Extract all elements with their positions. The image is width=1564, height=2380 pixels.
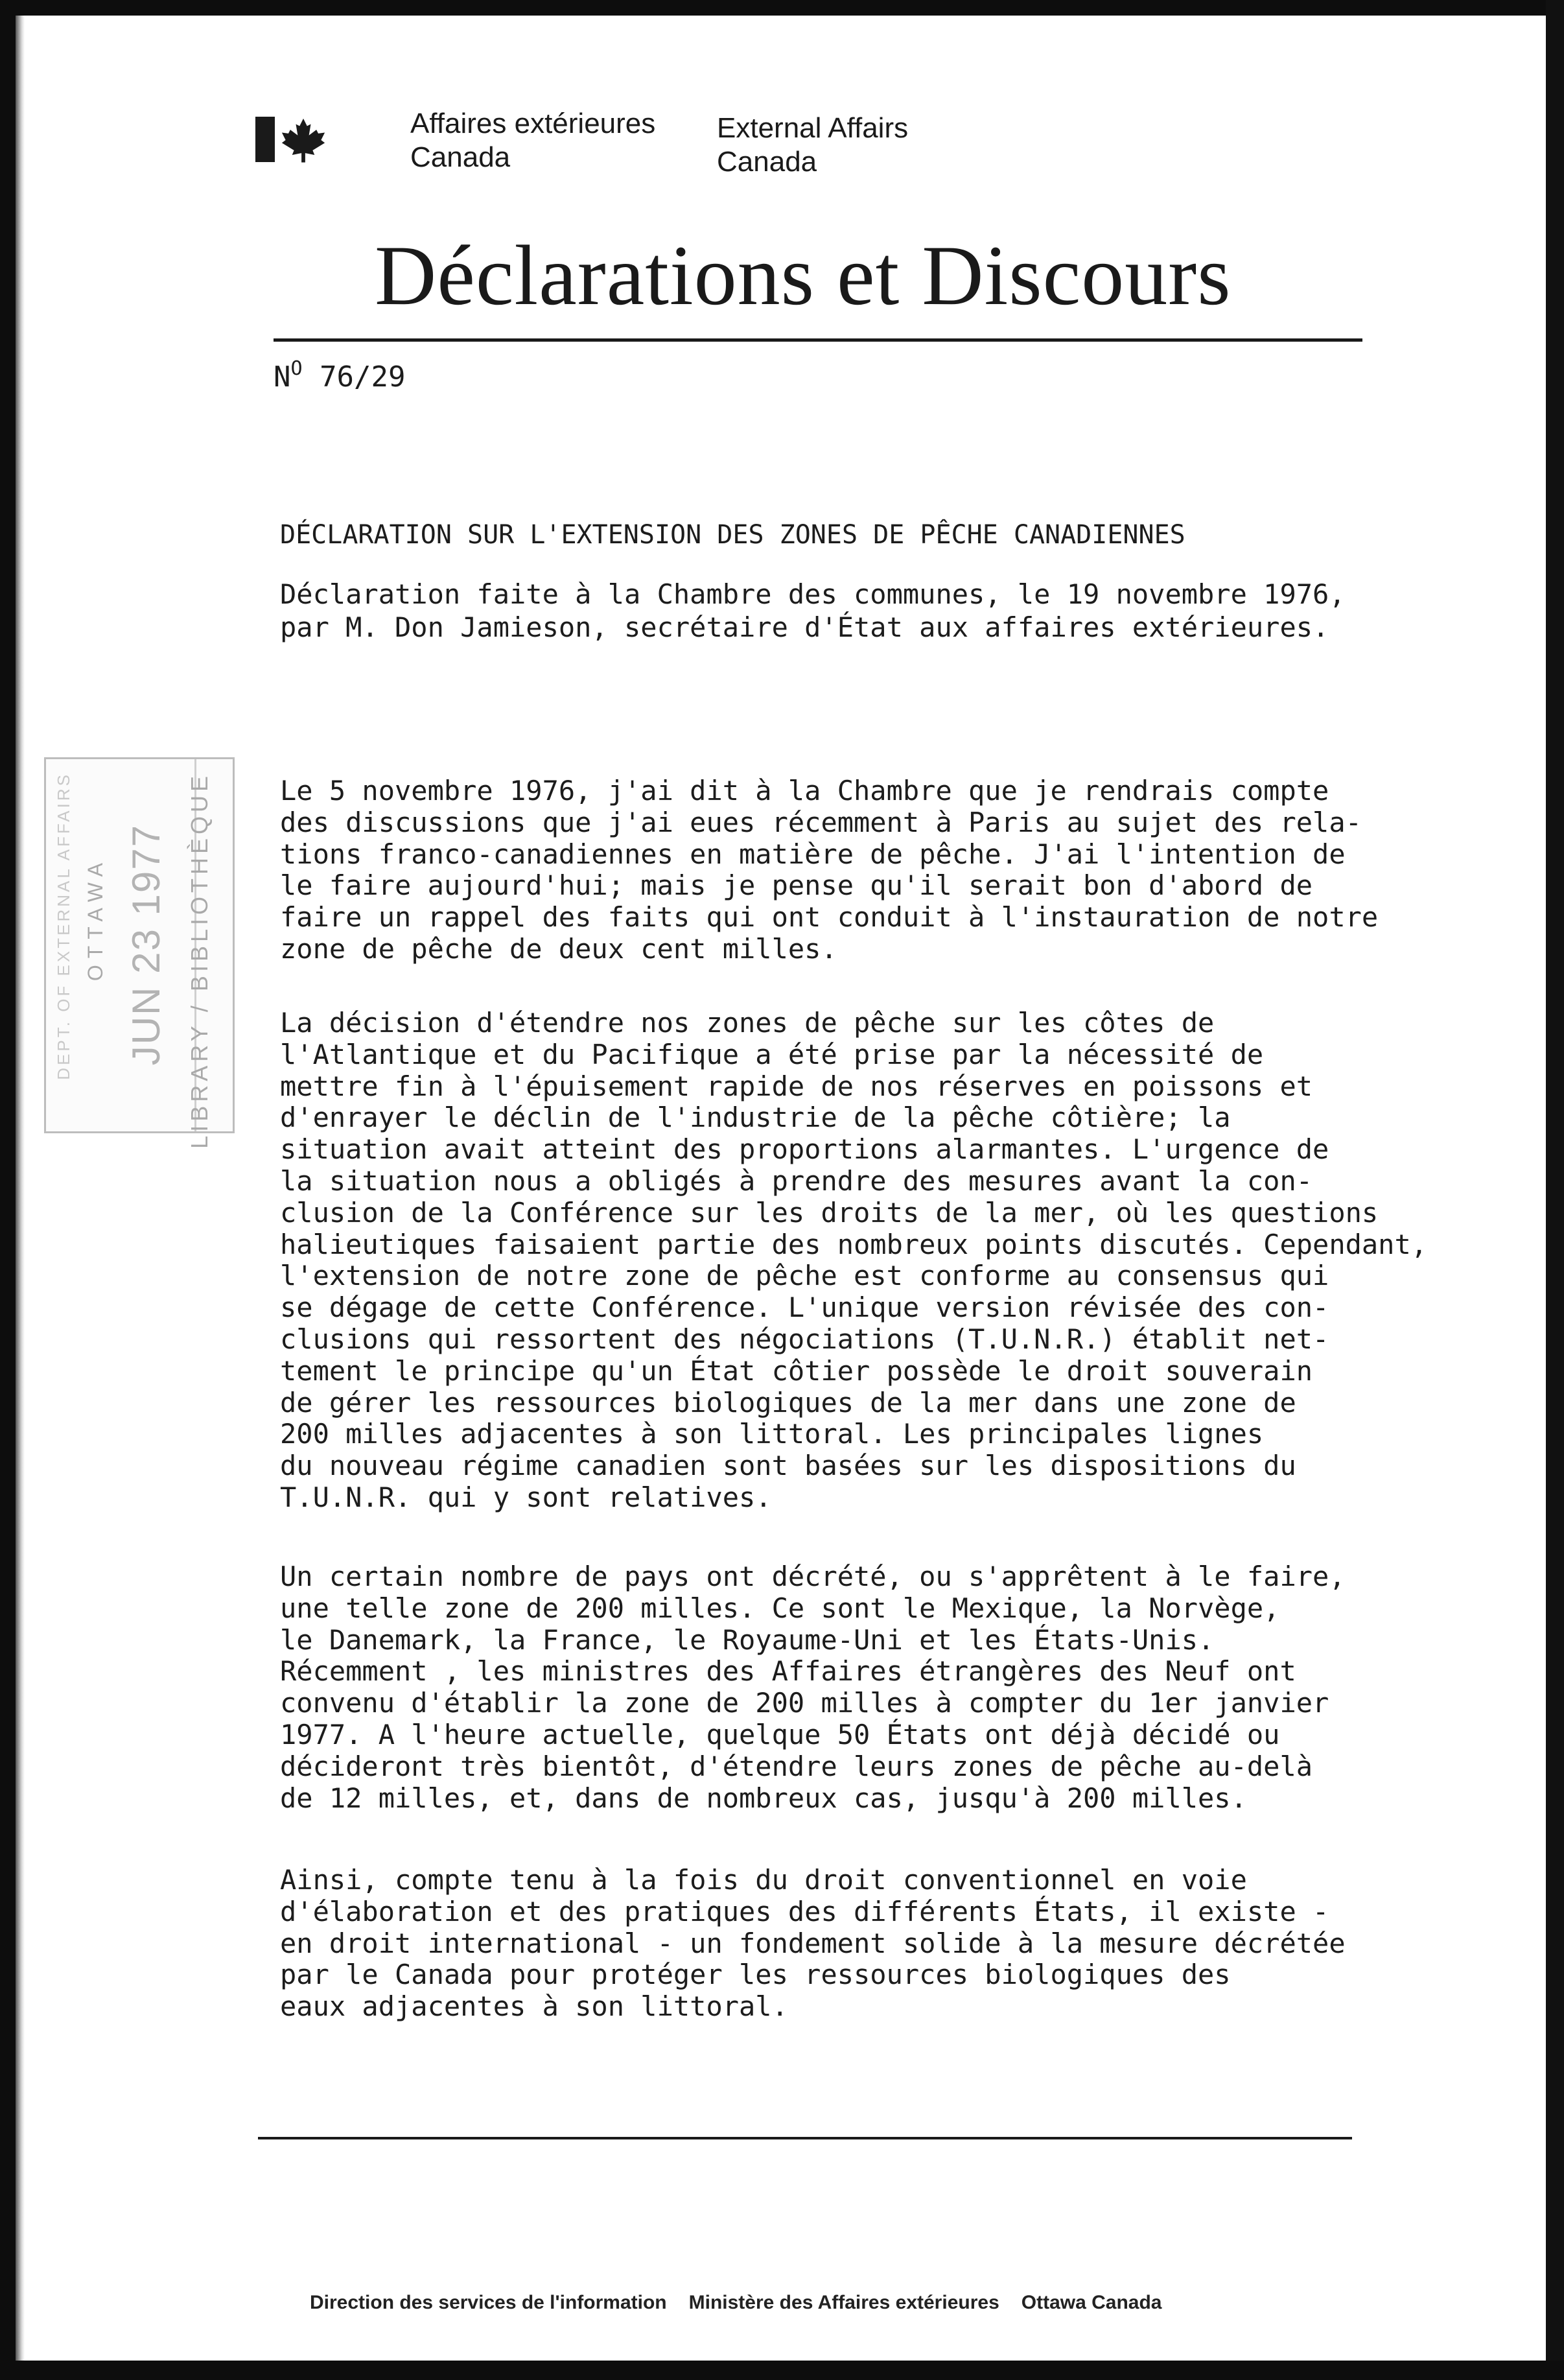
dept-fr-line1: Affaires extérieures xyxy=(410,108,656,139)
paragraph-3 xyxy=(280,1561,1346,1814)
text-line: l'Atlantique et du Pacifique a été prise par la nécessité de xyxy=(280,1038,1264,1070)
scan-edge-left xyxy=(0,0,16,2380)
dept-en-line1: External Affairs xyxy=(717,112,909,144)
number-prefix: N xyxy=(274,360,291,394)
text-line: d'enrayer le déclin de l'industrie de la pêche côtière; la xyxy=(280,1102,1231,1134)
masthead-title: Déclarations et Discours xyxy=(375,228,1231,323)
text-line: se dégage de cette Conférence. L'unique version révisée des con- xyxy=(280,1291,1329,1324)
text-line: Un certain nombre de pays ont décrété, ou s'apprêtent à le faire, xyxy=(280,1561,1346,1592)
dept-en-line2: Canada xyxy=(717,146,817,178)
text-line: en droit international - un fondement solide à la mesure décrétée xyxy=(280,1927,1346,1959)
text-line: 1977. A l'heure actuelle, quelque 50 États ont déjà décidé ou xyxy=(280,1718,1280,1750)
statement-subtitle xyxy=(280,578,1346,644)
text-line: Ainsi, compte tenu à la fois du droit conventionnel en voie xyxy=(280,1864,1247,1896)
maple-leaf-icon xyxy=(280,117,327,163)
text-line: La décision d'étendre nos zones de pêche sur les côtes de xyxy=(280,1007,1215,1039)
text-line: décideront très bientôt, d'étendre leurs zones de pêche au-delà xyxy=(280,1750,1313,1782)
text-line: faire un rappel des faits qui ont conduit à l'instauration de notre xyxy=(280,901,1379,934)
text-line: le Danemark, la France, le Royaume-Uni et les États-Unis. xyxy=(280,1623,1215,1656)
text-line: une telle zone de 200 milles. Ce sont le Mexique, la Norvège, xyxy=(280,1592,1280,1624)
text-line: eaux adjacentes à son littoral. xyxy=(280,1990,788,2023)
text-line: tions franco-canadiennes en matière de pêche. J'ai l'intention de xyxy=(280,838,1346,870)
text-line: tement le principe qu'un État côtier possède le droit souverain xyxy=(280,1354,1313,1387)
text-line: la situation nous a obligés à prendre des mesures avant la con- xyxy=(280,1164,1313,1197)
text-line: mettre fin à l'épuisement rapide de nos réserves en poissons et xyxy=(280,1070,1313,1102)
text-line: de gérer les ressources biologiques de la mer dans une zone de xyxy=(280,1386,1296,1419)
subtitle-line: par M. Don Jamieson, secrétaire d'État aux affaires extérieures. xyxy=(280,611,1329,643)
text-line: halieutiques faisaient partie des nombreux points discutés. Cependant, xyxy=(280,1228,1428,1260)
footer-rule xyxy=(258,2137,1352,2139)
stamp-department: DEPT. OF EXTERNAL AFFAIRS xyxy=(54,772,73,1080)
paragraph-4 xyxy=(280,1865,1346,2023)
scan-edge-right xyxy=(1546,0,1564,2380)
scan-binding-shadow xyxy=(16,16,25,2361)
text-line: par le Canada pour protéger les ressources biologiques des xyxy=(280,1959,1231,1991)
text-line: le faire aujourd'hui; mais je pense qu'il serait bon d'abord de xyxy=(280,869,1313,902)
text-line: convenu d'établir la zone de 200 milles à compter du 1er janvier xyxy=(280,1687,1329,1719)
footer xyxy=(310,2289,1184,2317)
stamp-library: LIBRARY / BIBLIOTHÈQUE xyxy=(186,772,213,1149)
text-line: l'extension de notre zone de pêche est conforme au consensus qui xyxy=(280,1260,1329,1292)
stamp-date: JUN 23 1977 xyxy=(124,824,168,1066)
canada-flag-icon xyxy=(255,117,346,162)
footer-ministry: Ministère des Affaires extérieures xyxy=(688,2292,999,2313)
text-line: du nouveau régime canadien sont basées sur les dispositions du xyxy=(280,1450,1296,1482)
footer-location: Ottawa Canada xyxy=(1021,2292,1162,2313)
text-line: clusion de la Conférence sur les droits de la mer, où les questions xyxy=(280,1196,1379,1229)
text-line: zone de pêche de deux cent milles. xyxy=(280,932,837,965)
scan-edge-bottom xyxy=(0,2361,1564,2380)
footer-division: Direction des services de l'information xyxy=(310,2292,667,2313)
text-line: situation avait atteint des proportions alarmantes. L'urgence de xyxy=(280,1133,1329,1166)
department-name-english xyxy=(717,112,908,179)
flag-bar xyxy=(255,117,275,162)
text-line: Le 5 novembre 1976, j'ai dit à la Chambre que je rendrais compte xyxy=(280,775,1329,807)
text-line: Récemment , les ministres des Affaires étrangères des Neuf ont xyxy=(280,1655,1296,1688)
masthead-rule xyxy=(274,338,1362,342)
text-line: clusions qui ressortent des négociations (T.U.N.R.) établit net- xyxy=(280,1323,1329,1355)
text-line: d'élaboration et des pratiques des différents États, il existe - xyxy=(280,1895,1329,1927)
text-line: de 12 milles, et, dans de nombreux cas, jusqu'à 200 milles. xyxy=(280,1782,1247,1814)
text-line: T.U.N.R. qui y sont relatives. xyxy=(280,1481,772,1513)
number-value: 76/29 xyxy=(320,360,406,394)
number-superscript: O xyxy=(290,357,303,380)
paragraph-2 xyxy=(280,1007,1427,1514)
text-line: 200 milles adjacentes à son littoral. Les principales lignes xyxy=(280,1418,1264,1450)
document-number xyxy=(274,346,406,400)
text-line: des discussions que j'ai eues récemment à Paris au sujet des rela- xyxy=(280,806,1362,838)
library-received-stamp xyxy=(44,757,235,1149)
scan-edge-top xyxy=(0,0,1564,16)
statement-heading: DÉCLARATION SUR L'EXTENSION DES ZONES DE PÊCHE CANADIENNES xyxy=(280,520,1185,550)
dept-fr-line2: Canada xyxy=(410,141,511,173)
stamp-city: OTTAWA xyxy=(84,856,107,982)
subtitle-line: Déclaration faite à la Chambre des communes, le 19 novembre 1976, xyxy=(280,578,1346,610)
paragraph-1 xyxy=(280,775,1378,965)
department-name-french xyxy=(410,107,655,174)
